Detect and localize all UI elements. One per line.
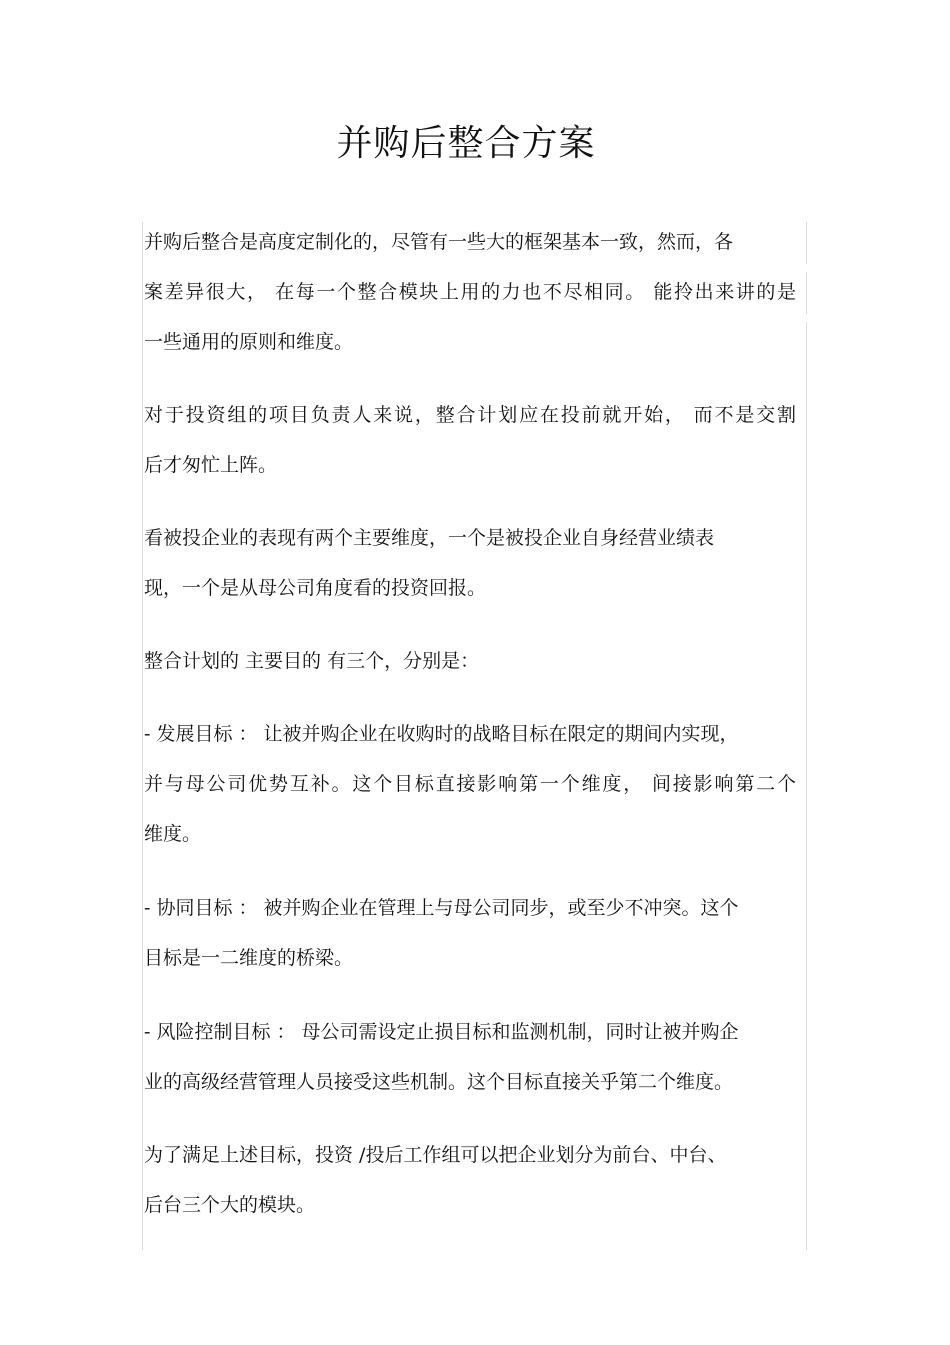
text-line: 整合计划的 主要目的 有三个，分别是： [144,650,480,672]
text-line: 维度。 [144,823,202,845]
left-margin-rule [142,222,143,1250]
text-line: 对于投资组的项目负责人来说，整合计划应在投前就开始， 而不是交割 [144,404,796,426]
right-margin-rule [806,322,807,1250]
text-line: 现，一个是从母公司角度看的投资回报。 [144,577,487,599]
text-line: 为了满足上述目标，投资 /投后工作组可以把企业划分为前台、中台、 [144,1144,727,1166]
right-margin-rule [806,222,807,264]
text-line: 看被投企业的表现有两个主要维度，一个是被投企业自身经营业绩表 [144,527,715,549]
page-title: 并购后整合方案 [336,123,596,164]
text-line: - 协同目标 ： 被并购企业在管理上与母公司同步，或至少不冲突。这个 [144,897,739,919]
text-line: 后才匆忙上阵。 [144,454,278,476]
text-line: 案差异很大， 在每一个整合模块上用的力也不尽相同。 能拎出来讲的是 [144,281,796,303]
text-line: 后台三个大的模块。 [144,1194,316,1216]
text-line: - 风险控制目标 ： 母公司需设定止损目标和监测机制，同时让被并购企 [144,1021,739,1043]
text-line: 业的高级经营管理人员接受这些机制。这个目标直接关乎第二个维度。 [144,1071,734,1093]
text-line: - 发展目标 ： 让被并购企业在收购时的战略目标在限定的期间内实现， [144,723,739,745]
right-margin-rule [806,272,807,314]
text-line: 一些通用的原则和维度。 [144,331,354,353]
text-line: 目标是一二维度的桥梁。 [144,947,354,969]
text-line: 并购后整合是高度定制化的，尽管有一些大的框架基本一致，然而，各 [144,231,734,253]
text-line: 并与母公司优势互补。这个目标直接影响第一个维度， 间接影响第二个 [144,773,796,795]
